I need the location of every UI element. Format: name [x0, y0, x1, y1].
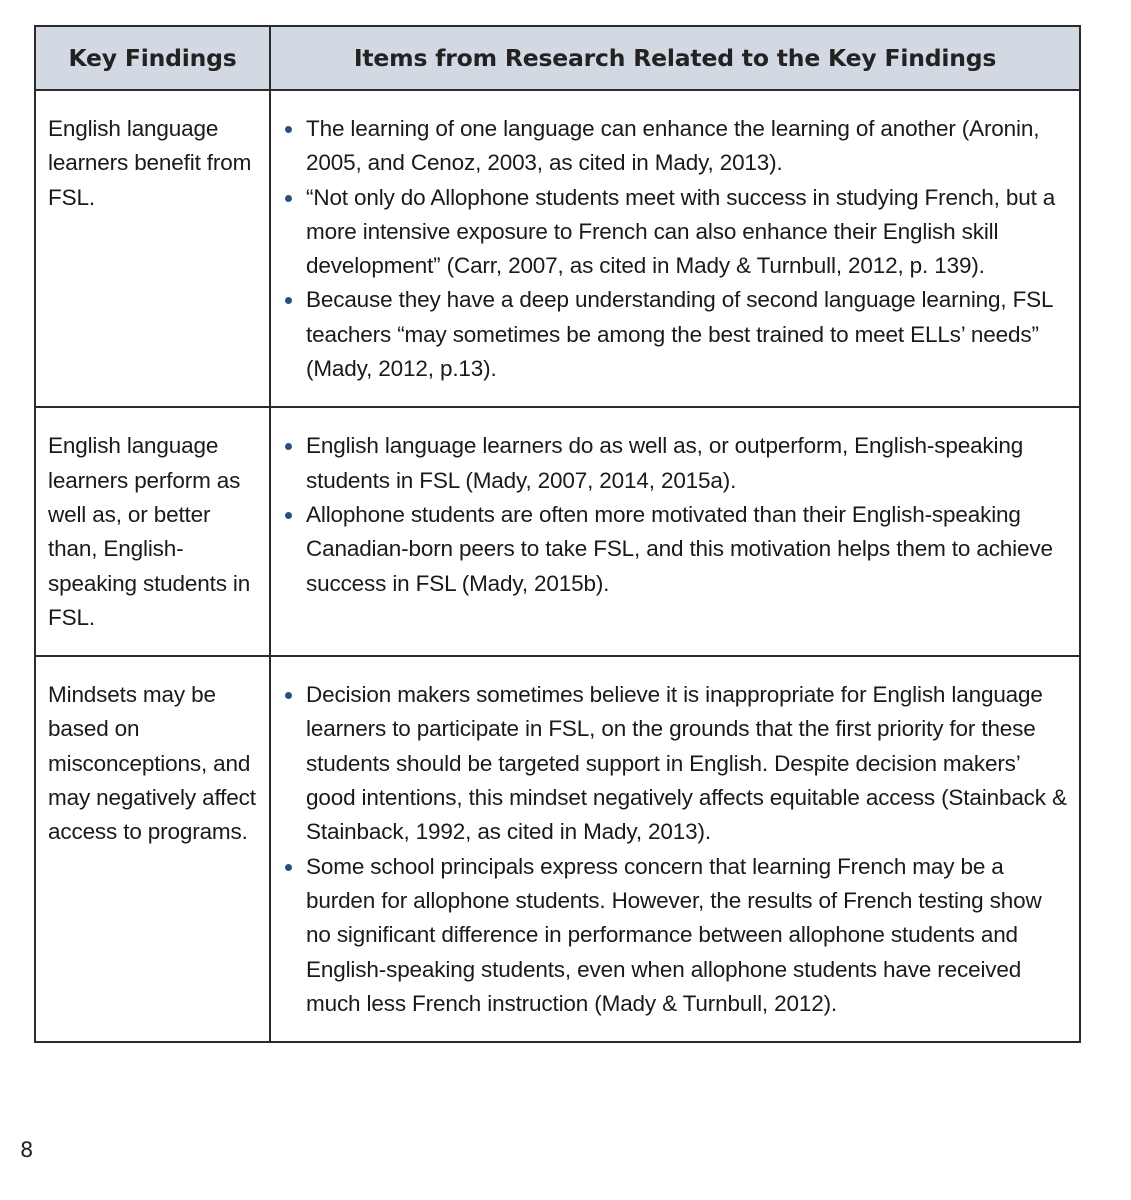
table-header — [35, 26, 1080, 90]
bullet-dot-icon — [285, 864, 292, 871]
research-item — [283, 112, 1067, 181]
header-row — [35, 26, 1080, 90]
research-item — [283, 429, 1067, 498]
research-item — [283, 181, 1067, 284]
table-row — [35, 90, 1080, 407]
research-items-list — [283, 678, 1067, 1021]
findings-table — [34, 25, 1081, 1043]
bullet-dot-icon — [285, 126, 292, 133]
research-item-text: English language learners do as well as, or outperform, English-speaking students in FSL (Mady, 2007, 2014, 2015a). — [306, 433, 1024, 493]
bullet-dot-icon — [285, 195, 292, 202]
key-finding-cell — [35, 407, 270, 656]
key-finding-cell — [35, 656, 270, 1042]
research-items-cell — [270, 407, 1080, 656]
research-items-list — [283, 112, 1067, 386]
research-items-cell — [270, 656, 1080, 1042]
table-row — [35, 656, 1080, 1042]
header-key-findings: Key Findings — [35, 26, 270, 90]
research-item — [283, 498, 1067, 601]
table-row — [35, 407, 1080, 656]
key-finding-text: Mindsets may be based on misconceptions, and may negatively affect access to programs. — [48, 682, 256, 845]
bullet-dot-icon — [285, 692, 292, 699]
research-item-text: The learning of one language can enhance the learning of another (Aronin, 2005, and Cenoz, 2003, as cited in Mady, 2013). — [306, 116, 1040, 176]
table-body — [35, 90, 1080, 1042]
research-item-text: “Not only do Allophone students meet with success in studying French, but a more intensive exposure to French can also enhance their English skill development” (Carr, 2007, as cited in Mady & Turnbull, 2012, p. 139). — [306, 184, 1056, 279]
research-item-text: Some school principals express concern that learning French may be a burden for allophone students. However, the results of French testing show no significant difference in performance between allophone students and English-speaking students, even when allophone students have received much less French instruction (Mady & Turnbull, 2012). — [306, 853, 1042, 1016]
key-finding-text: English language learners perform as well as, or better than, English-speaking students in FSL. — [48, 433, 251, 630]
research-item — [283, 283, 1067, 386]
research-item-text: Because they have a deep understanding of second language learning, FSL teachers “may sometimes be among the best trained to meet ELLs’ needs” (Mady, 2012, p.13). — [306, 287, 1053, 382]
research-item — [283, 850, 1067, 1021]
bullet-dot-icon — [285, 443, 292, 450]
bullet-dot-icon — [285, 297, 292, 304]
page-number: 8 — [20, 1138, 34, 1162]
research-item — [283, 678, 1067, 849]
research-items-list — [283, 429, 1067, 600]
key-finding-cell — [35, 90, 270, 407]
research-items-cell — [270, 90, 1080, 407]
research-item-text: Allophone students are often more motivated than their English-speaking Canadian-born peers to take FSL, and this motivation helps them to achieve success in FSL (Mady, 2015b). — [306, 501, 1053, 596]
header-research-items: Items from Research Related to the Key Findings — [270, 26, 1080, 90]
bullet-dot-icon — [285, 512, 292, 519]
research-item-text: Decision makers sometimes believe it is inappropriate for English language learners to participate in FSL, on the grounds that the first priority for these students should be targeted support in English. Despite decision makers’ good intentions, this mindset negatively affects equitable access (Stainback & Stainback, 1992, as cited in Mady, 2013). — [306, 682, 1067, 845]
key-finding-text: English language learners benefit from FSL. — [48, 116, 252, 210]
